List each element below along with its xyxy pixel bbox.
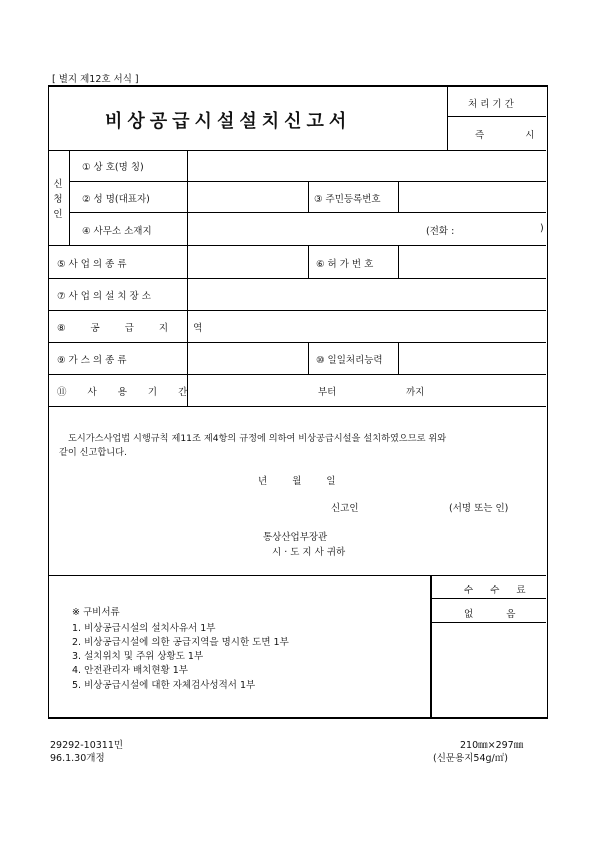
processing-period-value: 즉 시 (475, 130, 542, 141)
divider (430, 598, 546, 599)
revision-date: 96.1.30개정 (50, 753, 105, 764)
divider (398, 245, 399, 278)
phone-close: ) (540, 223, 544, 234)
divider (308, 342, 309, 374)
reporter-label: 신고인 (331, 503, 359, 514)
divider (69, 150, 70, 245)
form-number-label: [ 별지 제12호 서식 ] (52, 74, 139, 85)
install-site-label: ⑦ 사 업 의 설 치 장 소 (57, 291, 151, 302)
divider (69, 212, 546, 213)
fee-label: 수 수 료 (464, 585, 533, 596)
processing-period-label: 처 리 기 간 (468, 99, 514, 110)
supply-area-label: ⑧ 공 급 지 역 (57, 323, 203, 334)
document-item: 3. 설치위치 및 주위 상황도 1부 (72, 651, 204, 662)
report-date: 년 월 일 (258, 476, 336, 487)
daily-capacity-label: ⑩ 일일처리능력 (316, 355, 383, 366)
declaration-line-1: 도시가스사업법 시행규칙 제11조 제4항의 규정에 의하여 비상공급시설을 설치하였으므로 위와 (68, 433, 447, 444)
permit-number-label: ⑥ 허 가 번 호 (316, 259, 374, 270)
divider (398, 342, 399, 374)
signature-label: (서명 또는 인) (449, 503, 509, 514)
office-address-label: ④ 사무소 소재지 (82, 226, 152, 237)
resident-number-label: ③ 주민등록번호 (314, 194, 381, 205)
divider (48, 342, 546, 343)
form-code: 29292-10311민 (50, 740, 124, 751)
period-to: 까지 (406, 387, 425, 398)
divider (447, 85, 448, 150)
divider (48, 374, 546, 375)
declaration-line-2: 같이 신고합니다. (59, 447, 127, 458)
phone-label: (전화 : (426, 226, 455, 237)
company-name-label: ① 상 호(명 칭) (82, 162, 144, 173)
divider (48, 150, 546, 151)
form-title: 비상공급시설설치신고서 (105, 111, 352, 132)
recipient-governor: 시 · 도 지 사 귀하 (272, 547, 346, 558)
usage-period-label: ⑪ 사 용 기 간 (57, 387, 188, 398)
divider (430, 622, 546, 623)
divider (430, 575, 432, 717)
document-item: 2. 비상공급시설에 의한 공급지역을 명시한 도면 1부 (72, 637, 289, 648)
divider (447, 116, 546, 117)
divider (187, 150, 188, 406)
divider (398, 181, 399, 212)
document-item: 4. 안전관리자 배치현황 1부 (72, 665, 188, 676)
recipient-minister: 통상산업부장관 (263, 532, 328, 543)
gas-type-label: ⑨ 가 스 의 종 류 (57, 355, 127, 366)
divider (48, 406, 546, 407)
divider (48, 245, 546, 246)
period-from: 부터 (318, 387, 337, 398)
divider (48, 575, 546, 576)
divider (48, 310, 546, 311)
business-type-label: ⑤ 사 업 의 종 류 (57, 259, 127, 270)
divider (48, 278, 546, 279)
divider (308, 245, 309, 278)
documents-heading: ※ 구비서류 (72, 607, 120, 618)
paper-type: (신문용지54g/㎡) (433, 753, 508, 764)
paper-size: 210㎜×297㎜ (460, 740, 524, 751)
applicant-group-label: 신청인 (53, 179, 63, 220)
document-item: 5. 비상공급시설에 대한 자체검사성적서 1부 (72, 680, 256, 691)
fee-value: 없 음 (464, 609, 516, 620)
divider (308, 181, 309, 212)
document-item: 1. 비상공급시설의 설치사유서 1부 (72, 623, 216, 634)
representative-name-label: ② 성 명(대표자) (82, 194, 150, 205)
